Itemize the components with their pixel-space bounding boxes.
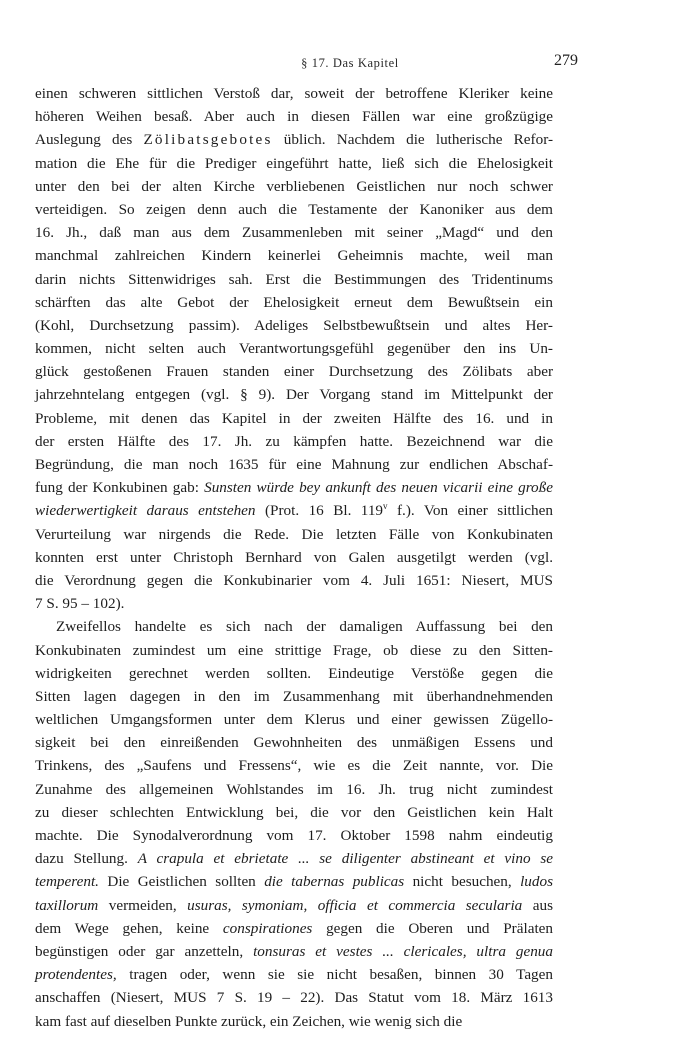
text-run: mation die Ehe für die Prediger eingeführt hatte, ließ sich die Ehelosigkeit bbox=[35, 154, 553, 172]
text-line bbox=[35, 708, 553, 731]
text-line bbox=[35, 639, 553, 662]
text-line bbox=[35, 105, 553, 128]
text-run: Zweifellos handelte es sich nach der damaligen Auffassung bei den bbox=[56, 618, 553, 636]
text-run: üblich. Nachdem die lutherische Refor- bbox=[272, 131, 554, 149]
text-line bbox=[35, 476, 553, 499]
text-run: höheren Weihen besaß. Aber auch in diesen Fällen war eine großzügige bbox=[35, 108, 553, 126]
text-line bbox=[35, 569, 553, 592]
text-line bbox=[35, 963, 553, 986]
text-run: Konkubinaten zumindest um eine strittige Frage, ob diese zu den Sitten- bbox=[35, 641, 553, 659]
text-run: jahrzehntelang entgegen (vgl. § 9). Der Vorgang stand im Mittelpunkt der bbox=[35, 386, 553, 404]
text-run: (Prot. 16 Bl. 119 bbox=[255, 502, 384, 520]
text-line bbox=[35, 592, 553, 615]
text-line bbox=[35, 268, 553, 291]
text-run: Trinkens, des „Saufens und Fressens“, wie es die Zeit nannte, vor. Die bbox=[35, 757, 553, 775]
text-run: dazu Stellung. bbox=[35, 850, 138, 868]
spaced-text: Zölibatsgebotes bbox=[143, 131, 273, 149]
text-run: kam fast auf dieselben Punkte zurück, ein Zeichen, wie wenig sich die bbox=[35, 1012, 463, 1030]
italic-quote: usuras, symoniam, officia et commercia secularia bbox=[187, 896, 523, 914]
text-run: anschaffen (Niesert, MUS 7 S. 19 – 22). Das Statut vom 18. März 1613 bbox=[35, 989, 553, 1007]
text-run: schärften das alte Gebot der Ehelosigkeit erneut dem Bewußtsein ein bbox=[35, 293, 553, 311]
text-line bbox=[35, 731, 553, 754]
text-line bbox=[35, 198, 553, 221]
text-line bbox=[35, 801, 553, 824]
superscript: v bbox=[383, 501, 388, 512]
text-line bbox=[35, 499, 553, 522]
text-run: konnten erst unter Christoph Bernhard von Galen ausgetilgt werden (vgl. bbox=[35, 548, 553, 566]
text-line bbox=[35, 685, 553, 708]
text-line bbox=[35, 986, 553, 1009]
text-run: darin nichts Sittenwidriges sah. Erst die Bestimmungen des Tridentinums bbox=[35, 270, 553, 288]
italic-quote: die tabernas publicas bbox=[264, 873, 405, 891]
text-line bbox=[35, 754, 553, 777]
running-head bbox=[0, 52, 700, 74]
text-run: Begründung, die man noch 1635 für eine Mahnung zur endlichen Abschaf- bbox=[35, 456, 553, 473]
text-run: glück gestoßenen Frauen standen einer Durchsetzung des Zölibats aber bbox=[35, 363, 553, 381]
page-number: 279 bbox=[554, 52, 578, 69]
text-run: 7 S. 95 – 102). bbox=[35, 595, 125, 613]
text-run: Probleme, mit denen das Kapitel in der zweiten Hälfte des 16. und in bbox=[35, 409, 553, 427]
text-line bbox=[35, 870, 553, 893]
text-line bbox=[35, 383, 553, 406]
text-run: zu dieser schlechten Entwicklung bei, die vor den Geistlichen kein Halt bbox=[35, 803, 553, 821]
text-run: tragen oder, wenn sie sie nicht besaßen, binnen 30 Tagen bbox=[116, 966, 553, 984]
italic-quote: temperent. bbox=[35, 873, 99, 891]
text-run: kommen, nicht selten auch Verantwortungsgefühl gegenüber den ins Un- bbox=[35, 340, 553, 358]
text-line bbox=[35, 175, 553, 198]
text-run: sigkeit bei den einreißenden Gewohnheiten des unmäßigen Essens und bbox=[35, 734, 553, 752]
paragraph bbox=[35, 82, 553, 615]
text-line bbox=[35, 221, 553, 244]
text-run: die Verordnung gegen die Konkubinarier vom 4. Juli 1651: Niesert, MUS bbox=[35, 571, 553, 589]
text-line bbox=[35, 662, 553, 685]
italic-quote: wiederwertigkeit daraus entstehen bbox=[35, 502, 256, 520]
text-run: machte. Die Synodalverordnung vom 17. Oktober 1598 nahm eindeutig bbox=[35, 827, 553, 844]
text-run: einen schweren sittlichen Verstoß dar, soweit der betroffene Kleriker keine bbox=[35, 85, 553, 102]
running-title: § 17. Das Kapitel bbox=[301, 56, 399, 70]
text-line bbox=[35, 778, 553, 801]
text-line bbox=[35, 546, 553, 569]
italic-quote: Sunsten würde bey ankunft des neuen vicarii eine große bbox=[204, 479, 553, 497]
text-line bbox=[35, 847, 553, 870]
text-line bbox=[35, 917, 553, 940]
italic-quote: A crapula et ebrietate ... se diligenter abstineant et vino se bbox=[137, 850, 554, 868]
text-run: unter den bei der alten Kirche verbliebenen Geistlichen nur noch schwer bbox=[35, 177, 553, 195]
text-run: Auslegung des bbox=[35, 131, 144, 149]
text-run: Zunahme des allgemeinen Wohlstandes im 16. Jh. trug nicht zumindest bbox=[35, 780, 553, 798]
text-run: dem Wege gehen, keine bbox=[35, 919, 223, 937]
text-line bbox=[35, 152, 553, 175]
body-text bbox=[35, 82, 553, 1033]
text-line bbox=[35, 314, 553, 337]
italic-quote: protendentes, bbox=[35, 966, 117, 984]
text-line bbox=[35, 523, 553, 546]
text-line bbox=[35, 82, 553, 105]
text-line bbox=[35, 615, 553, 638]
italic-quote: taxillorum bbox=[35, 896, 99, 914]
text-line bbox=[35, 244, 553, 267]
italic-quote: tonsuras et vestes ... clericales, ultra genua bbox=[253, 942, 553, 960]
text-run: weltlichen Umgangsformen unter dem Klerus und einer gewissen Zügello- bbox=[35, 711, 553, 729]
text-run: der ersten Hälfte des 17. Jh. zu kämpfen hatte. Bezeichnend war die bbox=[35, 432, 553, 450]
text-run: f.). Von einer sittlichen bbox=[387, 502, 553, 520]
text-run: verteidigen. So zeigen denn auch die Testamente der Kanoniker aus dem bbox=[35, 200, 553, 218]
text-run: vermeiden, bbox=[98, 896, 188, 914]
text-line bbox=[35, 453, 553, 476]
italic-quote: conspirationes bbox=[222, 919, 313, 937]
text-line bbox=[35, 291, 553, 314]
text-line bbox=[35, 824, 553, 847]
text-run: begünstigen oder gar anzetteln, bbox=[35, 942, 254, 960]
italic-quote: ludos bbox=[520, 873, 553, 891]
text-line bbox=[35, 128, 553, 151]
text-run: aus bbox=[522, 896, 553, 914]
text-run: manchmal zahlreichen Kindern keinerlei Geheimnis machte, weil man bbox=[35, 247, 553, 265]
text-line bbox=[35, 430, 553, 453]
text-run: Die Geistlichen sollten bbox=[98, 873, 265, 891]
text-run: Verurteilung war nirgends die Rede. Die letzten Fälle von Konkubinaten bbox=[35, 525, 553, 543]
text-run: Sitten lagen dagegen in den im Zusammenhang mit überhandnehmenden bbox=[35, 687, 553, 705]
text-line bbox=[35, 894, 553, 917]
text-line bbox=[35, 940, 553, 963]
text-run: fung der Konkubinen gab: bbox=[35, 479, 205, 497]
text-line bbox=[35, 337, 553, 360]
text-run: gegen die Oberen und Prälaten bbox=[312, 919, 553, 937]
text-run: nicht besuchen, bbox=[404, 873, 521, 891]
paragraph bbox=[35, 615, 553, 1032]
text-run: widrigkeiten gerechnet werden sollten. Eindeutige Verstöße gegen die bbox=[35, 664, 553, 682]
text-run: (Kohl, Durchsetzung passim). Adeliges Selbstbewußtsein und altes Her- bbox=[35, 316, 553, 334]
text-line bbox=[35, 360, 553, 383]
text-line bbox=[35, 407, 553, 430]
text-run: 16. Jh., daß man aus dem Zusammenleben mit seiner „Magd“ und den bbox=[35, 224, 553, 242]
text-line bbox=[35, 1010, 553, 1033]
